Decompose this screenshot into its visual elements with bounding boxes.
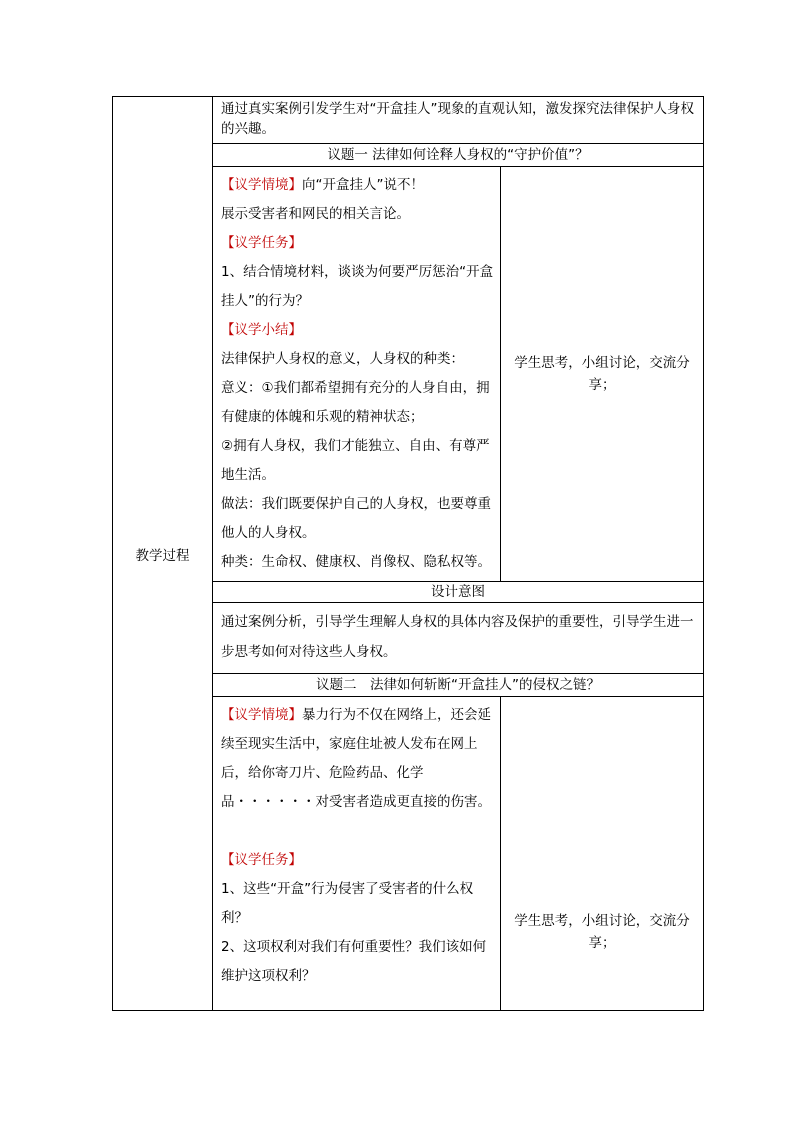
topic2-situation-tag: 【议学情境】	[221, 707, 302, 723]
lesson-plan-table	[112, 96, 704, 1011]
topic1-title: 议题一 法律如何诠释人身权的“守护价值”？	[327, 147, 589, 163]
design-title: 设计意图	[431, 584, 485, 600]
design-title-cell	[213, 582, 704, 603]
topic1-summary-line: 做法：我们既要保护自己的人身权，也要尊重他人的人身权。	[221, 496, 491, 541]
topic1-summary-line: ②拥有人身权，我们才能独立、自由、有尊严地生活。	[221, 438, 490, 483]
topic2-activity-cell	[501, 697, 704, 1011]
topic2-task-tag: 【议学任务】	[221, 852, 302, 868]
spacer	[221, 817, 494, 846]
topic2-situation	[221, 701, 494, 817]
design-text: 通过案例分析，引导学生理解人身权的具体内容及保护的重要性，引导学生进一步思考如何对待这些人身权。	[221, 614, 694, 660]
topic1-situation-tag: 【议学情境】	[221, 177, 302, 193]
topic1-activity: 学生思考，小组讨论，交流分享；	[514, 355, 690, 393]
topic1-task-tag: 【议学任务】	[221, 235, 302, 251]
topic1-summary-line: 意义：①我们都希望拥有充分的人身自由，拥有健康的体魄和乐观的精神状态；	[221, 380, 490, 425]
topic2-situation-text: 暴力行为不仅在网络上，还会延续至现实生活中，家庭住址被人发布在网上后，给你寄刀片、危险药品、化学品・・・・・・对受害者造成更直接的伤害。	[221, 707, 491, 810]
topic2-activity: 学生思考，小组讨论，交流分享；	[514, 913, 690, 951]
topic2-content-cell	[213, 697, 501, 1011]
topic1-summary-tag: 【议学小结】	[221, 322, 302, 338]
topic1-task-1: 1、结合情境材料，谈谈为何要严厉惩治“开盒挂人”的行为？	[221, 264, 494, 309]
topic1-title-cell	[213, 144, 704, 167]
topic2-task-1: 1、这些“开盒”行为侵害了受害者的什么权利？	[221, 881, 474, 926]
topic2-title-cell	[213, 674, 704, 697]
design-body-cell	[213, 603, 704, 674]
row-label-cell	[113, 97, 213, 1011]
topic1-situation-detail: 展示受害者和网民的相关言论。	[221, 206, 410, 222]
intro-cell	[213, 97, 704, 144]
topic1-activity-cell	[501, 167, 704, 582]
topic1-situation	[221, 171, 494, 200]
intro-text: 通过真实案例引发学生对“开盒挂人”现象的直观认知，激发探究法律保护人身权的兴趣。	[221, 101, 694, 137]
topic2-title: 议题二 法律如何斩断“开盒挂人”的侵权之链？	[316, 677, 600, 693]
topic1-summary-line: 种类：生命权、健康权、肖像权、隐私权等。	[221, 554, 491, 570]
row-label: 教学过程	[135, 547, 190, 564]
topic2-task-2: 2、这项权利对我们有何重要性？我们该如何维护这项权利？	[221, 939, 487, 984]
topic1-situation-text: 向“开盒挂人”说不！	[302, 177, 424, 193]
topic1-summary-line: 法律保护人身权的意义，人身权的种类：	[221, 351, 464, 367]
topic1-content-cell	[213, 167, 501, 582]
